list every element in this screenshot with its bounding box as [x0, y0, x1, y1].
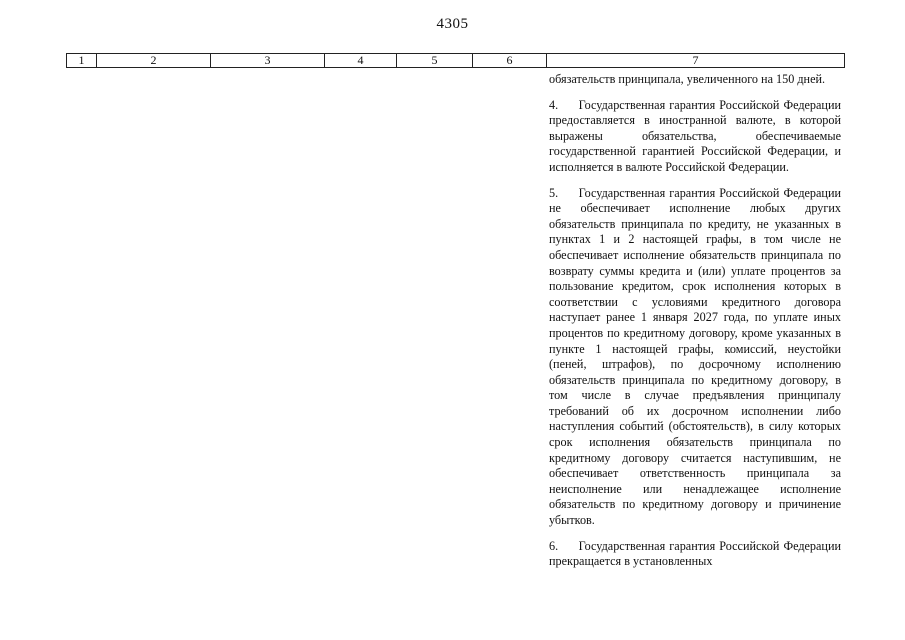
column-number-header-table [66, 53, 845, 68]
column-number-1: 1 [67, 54, 97, 68]
paragraph-5: 5. Государственная гарантия Российской Федерации не обеспечивает исполнение любых других обязательств принципала по кредиту, не указанных в пунктах 1 и 2 настоящей графы, в том числе не обеспечивает исполнение обязательств принципала по возврату суммы кредита и (или) уплате процентов за пользование кредитом, срок исполнения которых в соответствии с условиями кредитного договора наступает ранее 1 января 2027 года, по уплате иных процентов по кредитному договору, кроме указанных в пункте 1 настоящей графы, комиссий, неустойки (пеней, штрафов), по досрочному исполнению обязательств принципала по кредитному договору, в том числе в случае предъявления принципалу требований об их досрочном исполнении либо наступления событий (обстоятельств), в силу которых срок исполнения обязательств принципала по кредитному договору считается наступившим, не обеспечивает ответственность принципала за неисполнение или ненадлежащее исполнение обязательств по кредитному договору и причинение убытков. [549, 185, 841, 528]
paragraph-4: 4. Государственная гарантия Российской Федерации предоставляется в иностранной валюте, в которой выражены обязательства, обеспечиваемые государственной гарантией Российской Федерации, и исполняется в валюте Российской Федерации. [549, 97, 841, 174]
column-number-7: 7 [547, 54, 845, 68]
paragraph-6: 6. Государственная гарантия Российской Федерации прекращается в установленных [549, 538, 841, 569]
paragraph-continuation: обязательств принципала, увеличенного на 150 дней. [549, 72, 826, 86]
column-number-2: 2 [97, 54, 211, 68]
column-7-text [549, 72, 841, 580]
column-number-4: 4 [325, 54, 397, 68]
column-number-6: 6 [473, 54, 547, 68]
column-number-5: 5 [397, 54, 473, 68]
header-row [67, 54, 845, 68]
column-number-3: 3 [211, 54, 325, 68]
page-number: 4305 [436, 16, 469, 32]
